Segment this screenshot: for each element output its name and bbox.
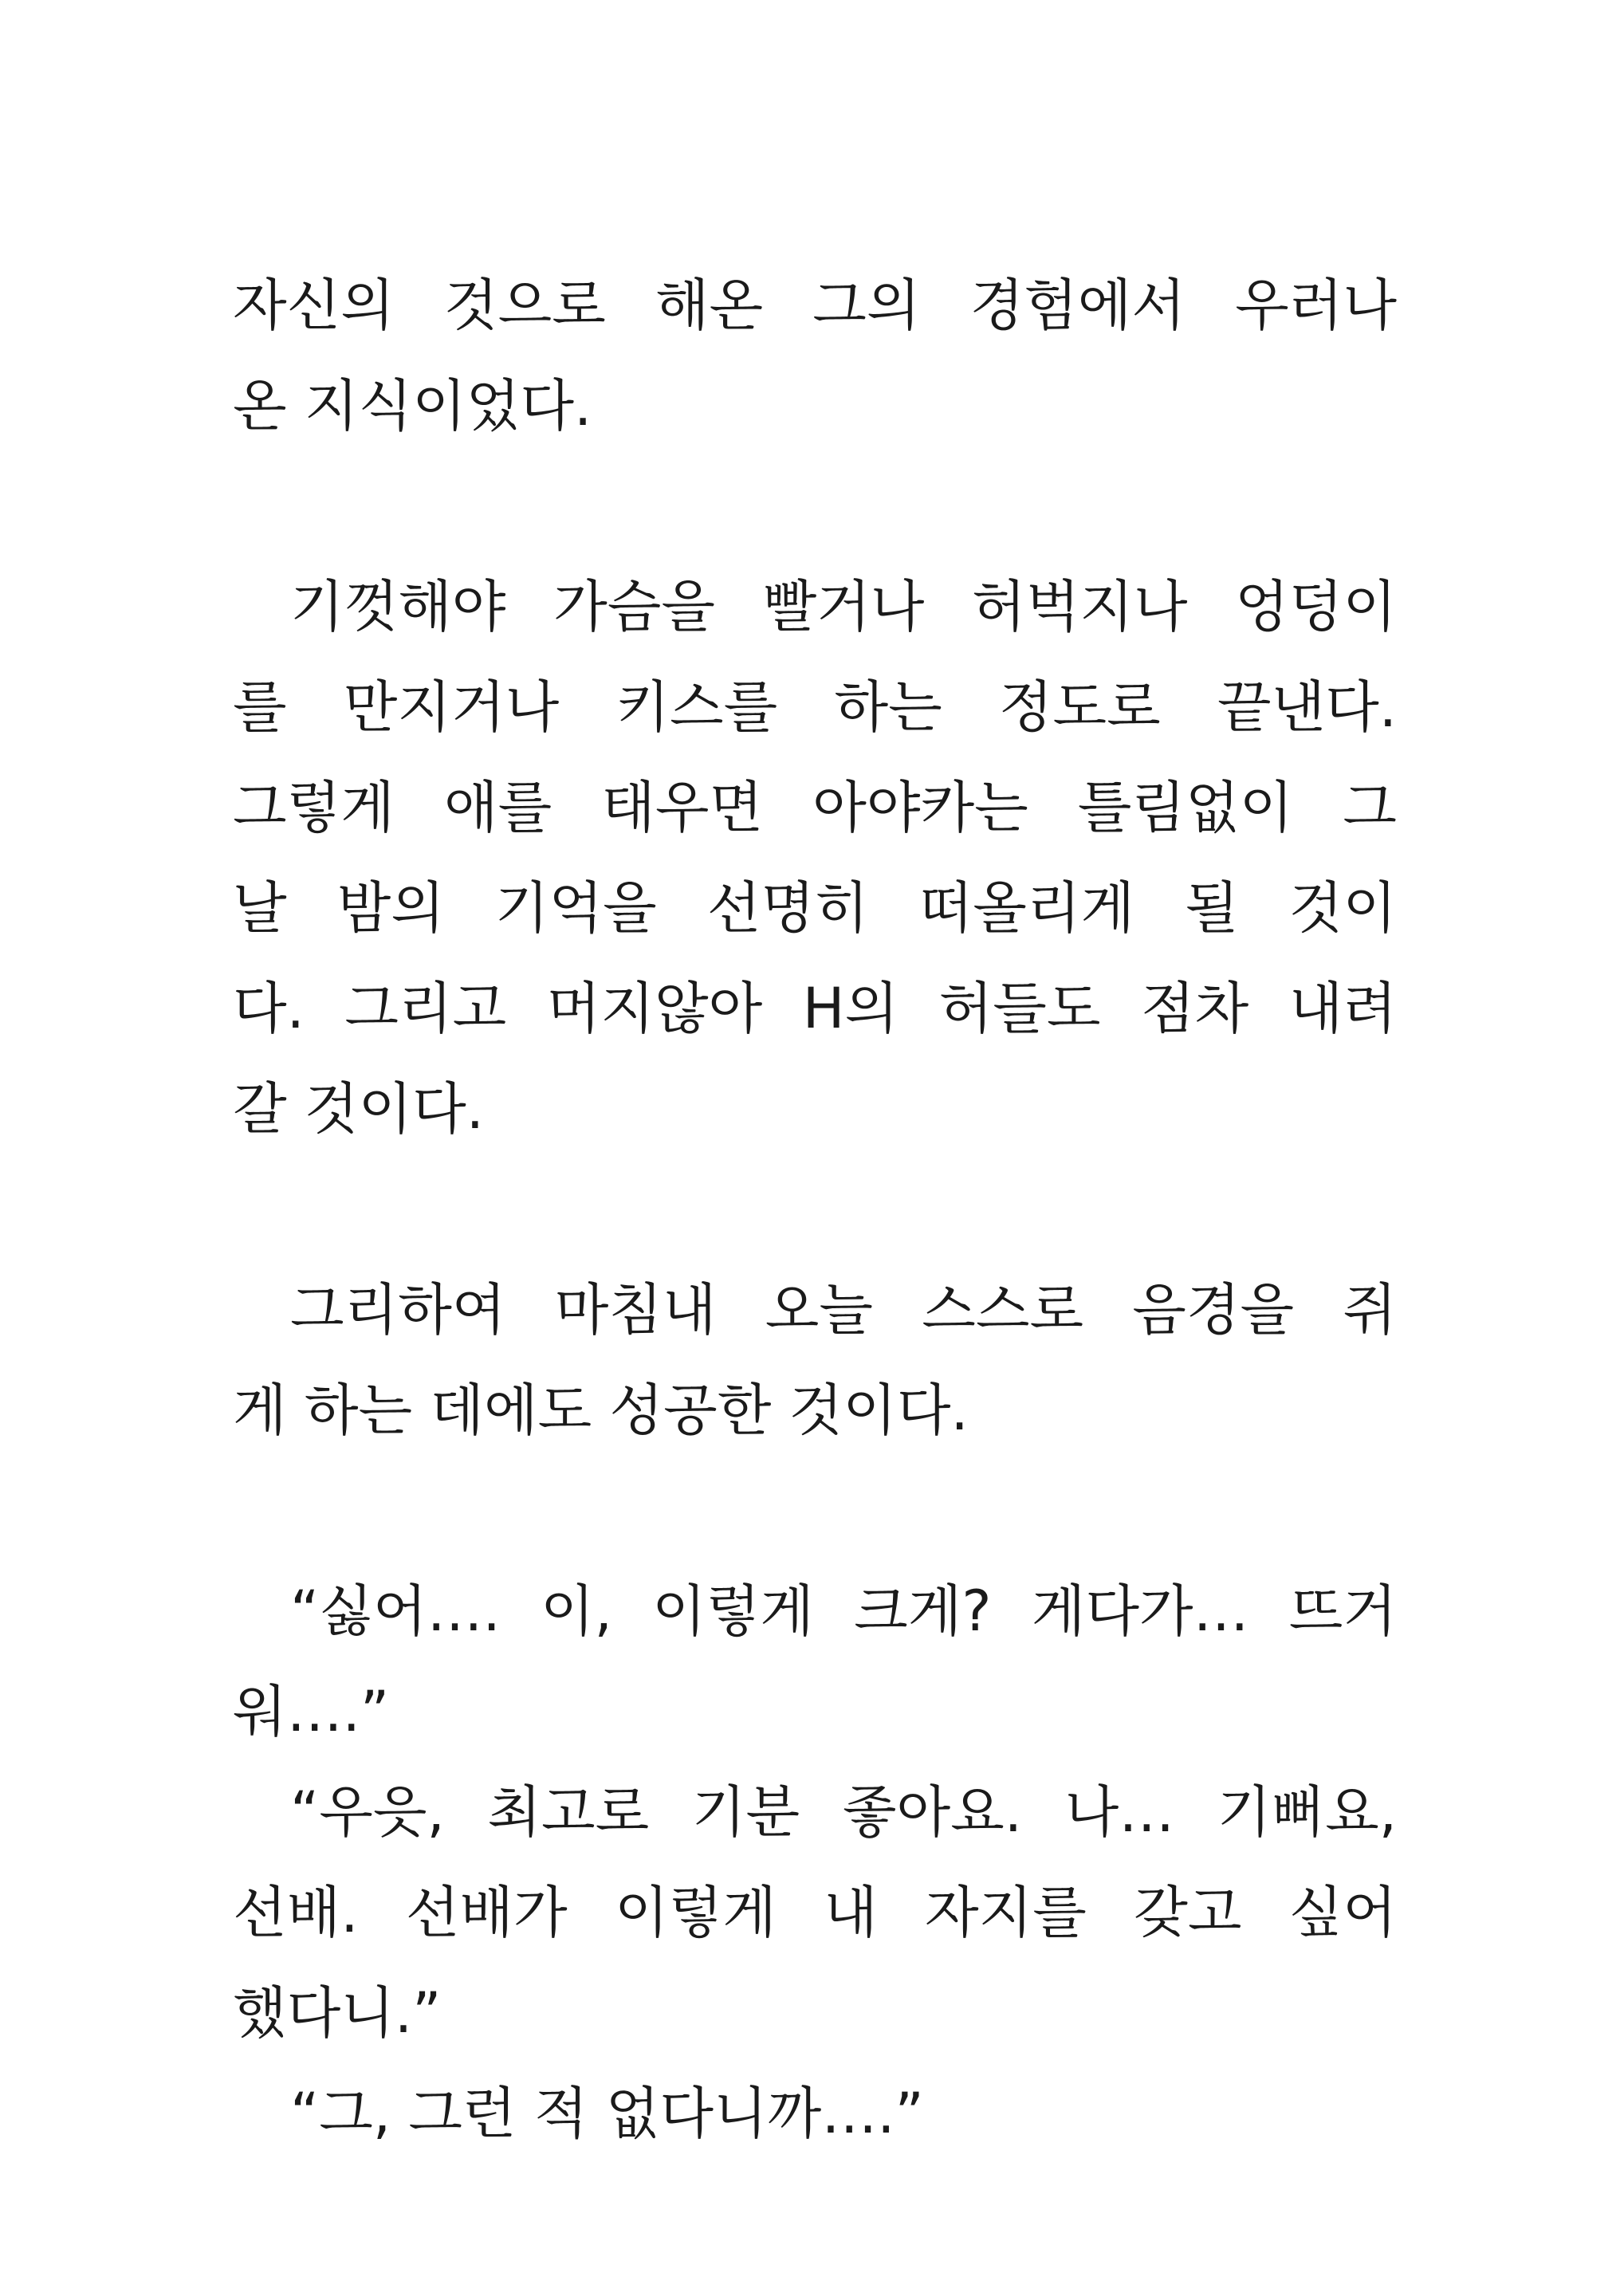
paragraph xyxy=(233,1561,1397,2164)
paragraph-gap xyxy=(233,456,1397,556)
text-line: 그렇게 애를 태우면 아야카는 틀림없이 그 xyxy=(233,775,1397,840)
text-line: 날 밤의 기억을 선명히 떠올리게 될 것이 xyxy=(233,875,1397,941)
dialogue-line: 워….” xyxy=(233,1679,390,1744)
paragraph xyxy=(233,255,1397,456)
text-line: 를 만지거나 키스를 하는 정도로 끝낸다. xyxy=(233,674,1397,740)
dialogue-line: 선배. 선배가 이렇게 내 자지를 갖고 싶어 xyxy=(233,1880,1397,1945)
text-line: 게 하는 데에도 성공한 것이다. xyxy=(233,1378,969,1443)
dialogue-line: 했다니.” xyxy=(233,1980,442,2046)
text-line: 기껏해야 가슴을 빨거나 허벅지나 엉덩이 xyxy=(290,574,1397,639)
body-text xyxy=(233,255,1397,2164)
paragraph-gap xyxy=(233,1159,1397,1260)
text-line: 온 지식이었다. xyxy=(233,373,592,438)
paragraph-gap xyxy=(233,1461,1397,1561)
dialogue-line: “그, 그런 적 없다니까….” xyxy=(290,2081,924,2146)
dialogue-line: “싫어…. 이, 이렇게 크게? 게다가… 뜨거 xyxy=(290,1578,1397,1644)
paragraph xyxy=(233,556,1397,1159)
text-line: 그리하여 마침내 오늘 스스로 음경을 쥐 xyxy=(290,1277,1397,1343)
dialogue-line: “우읏, 최고로 기분 좋아요. 나… 기뻐요, xyxy=(290,1779,1397,1845)
text-line: 다. 그리고 머지않아 H의 허들도 점차 내려 xyxy=(233,976,1397,1041)
text-line: 자신의 것으로 해온 그의 경험에서 우러나 xyxy=(233,273,1397,338)
text-line: 갈 것이다. xyxy=(233,1076,484,1142)
paragraph xyxy=(233,1260,1397,1461)
